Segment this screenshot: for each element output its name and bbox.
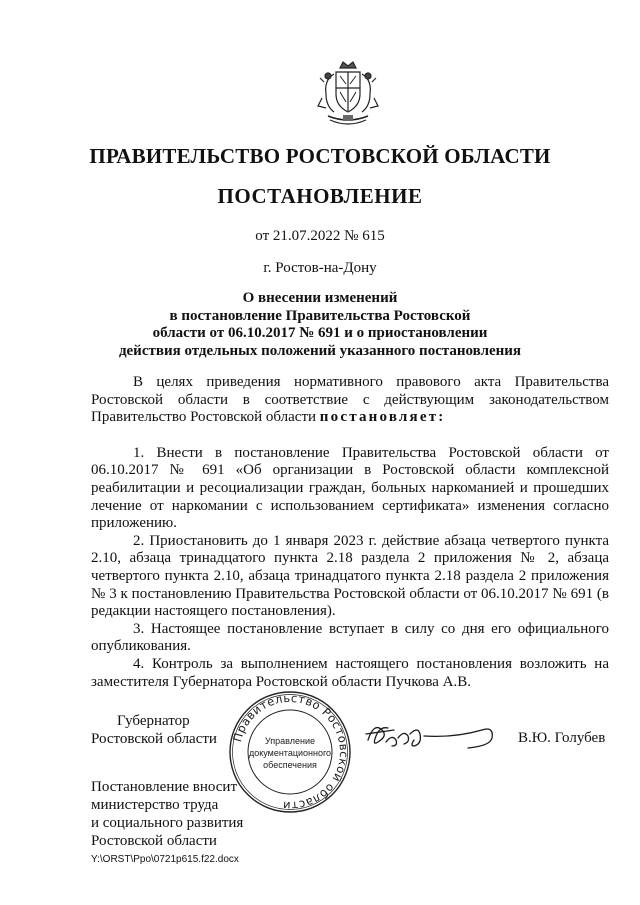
seal-center-line: Управление [264, 736, 316, 746]
clause-1: 1. Внести в постановление Правительства Ростовской области от 06.10.2017 № 691 «Об организации в Ростовской области комплексной реабилитации и ресоциализации граждан, больных наркоманией и прошедших лечение от наркомании с использованием сертификата» изменения согласно приложению. [91, 444, 609, 532]
submitted-by-line: Постановление вносит [91, 779, 238, 795]
signatory-position [91, 712, 217, 748]
organization-title: ПРАВИТЕЛЬСТВО РОСТОВСКОЙ ОБЛАСТИ [89, 144, 551, 168]
submitted-by-line: министерство труда [91, 797, 219, 813]
preamble-text: В целях приведения нормативного правового акта Правительства Ростовской области в соответствие с действующим законодательством Правительство Ростовской области [91, 374, 609, 426]
subject-line: в постановление Правительства Ростовской [169, 307, 471, 324]
submitted-by-line: Ростовской области [91, 833, 217, 849]
document-subject [60, 290, 580, 360]
seal-ring-text: Правительство Ростовской области [230, 690, 352, 814]
signatory-name: В.Ю. Голубев [518, 730, 606, 746]
seal-center-line: обеспечения [263, 760, 317, 770]
preamble-paragraph [91, 374, 609, 427]
submitted-by-line: и социального развития [91, 815, 244, 831]
subject-line: О внесении изменений [242, 290, 398, 306]
clause-3: 3. Настоящее постановление вступает в силу со дня его официального опубликования. [91, 620, 609, 655]
rostov-oblast-coat-of-arms-icon [316, 58, 380, 130]
subject-line: области от 06.10.2017 № 691 и о приостановлении [152, 325, 488, 341]
file-path: Y:\ORST\Ppo\0721p615.f22.docx [91, 854, 239, 865]
document-type-heading: ПОСТАНОВЛЕНИЕ [217, 184, 423, 208]
resolve-word: постановляет: [319, 409, 446, 426]
document-city: г. Ростов-на-Дону [263, 260, 377, 276]
document-date-number: от 21.07.2022 № 615 [255, 228, 385, 244]
subject-line: действия отдельных положений указанного постановления [118, 342, 522, 359]
handwritten-signature-icon [364, 716, 498, 754]
clause-4: 4. Контроль за выполнением настоящего постановления возложить на заместителя Губернатора Ростовской области Пучкова А.В. [91, 655, 609, 690]
clause-2: 2. Приостановить до 1 января 2023 г. действие абзаца четвертого пункта 2.10, абзаца тринадцатого пункта 2.18 раздела 2 приложения № 2, абзаца четвертого пункта 2.10, абзаца тринадцатого пункта 2.18 раздела 2 приложения № 3 к постановлению Правительства Ростовской области от 06.10.2017 № 691 (в редакции настоящего постановления). [91, 532, 609, 620]
position-line: Губернатор [117, 713, 190, 729]
official-seal [228, 690, 352, 814]
submitted-by-block [91, 778, 243, 850]
position-line: Ростовской области [91, 731, 217, 747]
document-body [91, 374, 609, 691]
seal-center-line: документационного [248, 748, 332, 758]
